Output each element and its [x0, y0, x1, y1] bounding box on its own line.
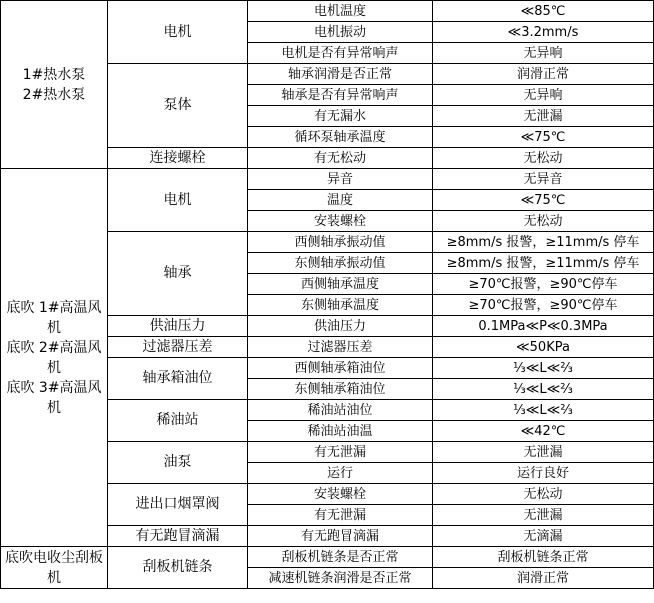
check-item: 电机是否有异常响声 [248, 43, 433, 64]
standard-value: ≪85℃ [433, 1, 654, 22]
standard-value: 无泄漏 [433, 442, 654, 463]
check-item: 刮板机链条是否正常 [248, 547, 433, 568]
table-row [1, 547, 654, 568]
check-item: 西侧轴承箱油位 [248, 358, 433, 379]
part-name: 电机 [108, 1, 248, 64]
check-item: 减速机链条润滑是否正常 [248, 568, 433, 589]
standard-value: ≪50KPa [433, 337, 654, 358]
table-row [1, 169, 654, 190]
check-item: 东侧轴承振动值 [248, 253, 433, 274]
standard-value: ≪42℃ [433, 421, 654, 442]
part-name: 刮板机链条 [108, 547, 248, 589]
standard-value: 润滑正常 [433, 568, 654, 589]
check-item: 东侧轴承温度 [248, 295, 433, 316]
check-item: 西侧轴承温度 [248, 274, 433, 295]
check-item: 有无漏水 [248, 106, 433, 127]
part-name: 轴承箱油位 [108, 358, 248, 400]
standard-value: 润滑正常 [433, 64, 654, 85]
check-item: 稀油站油温 [248, 421, 433, 442]
standard-value: ≪3.2mm/s [433, 22, 654, 43]
standard-value: 无松动 [433, 211, 654, 232]
check-item: 安装螺栓 [248, 211, 433, 232]
part-name: 过滤器压差 [108, 337, 248, 358]
check-item: 电机振动 [248, 22, 433, 43]
check-item: 循环泵轴承温度 [248, 127, 433, 148]
standard-value: ≥70℃报警，≥90℃停车 [433, 274, 654, 295]
check-item: 安装螺栓 [248, 484, 433, 505]
check-item: 有无跑冒滴漏 [248, 526, 433, 547]
standard-value: 运行良好 [433, 463, 654, 484]
equipment-name: 底吹 1#高温风机 [6, 299, 102, 336]
check-item: 轴承润滑是否正常 [248, 64, 433, 85]
standard-value: ≥8mm/s 报警，≥11mm/s 停车 [433, 232, 654, 253]
table-row [1, 1, 654, 22]
part-name: 泵体 [108, 64, 248, 148]
inspection-table-body [1, 1, 654, 589]
check-item: 有无松动 [248, 148, 433, 169]
standard-value: 无滴漏 [433, 526, 654, 547]
standard-value: 无泄漏 [433, 505, 654, 526]
equipment-cell [1, 1, 108, 169]
standard-value: ⅓≪L≪⅔ [433, 358, 654, 379]
part-name: 有无跑冒滴漏 [108, 526, 248, 547]
part-name: 稀油站 [108, 400, 248, 442]
check-item: 过滤器压差 [248, 337, 433, 358]
standard-value: ≥70℃报警，≥90℃停车 [433, 295, 654, 316]
equipment-cell [1, 547, 108, 589]
check-item: 有无泄漏 [248, 505, 433, 526]
standard-value: ≪75℃ [433, 127, 654, 148]
standard-value: 无松动 [433, 148, 654, 169]
standard-value: 无松动 [433, 484, 654, 505]
part-name: 连接螺栓 [108, 148, 248, 169]
equipment-name: 2#热水泵 [22, 86, 86, 103]
standard-value: 无泄漏 [433, 106, 654, 127]
equipment-name: 1#热水泵 [22, 66, 86, 83]
check-item: 运行 [248, 463, 433, 484]
equipment-name: 底吹电收尘刮板机 [5, 549, 103, 586]
equipment-name: 底吹 3#高温风机 [6, 379, 102, 416]
check-item: 轴承是否有异常响声 [248, 85, 433, 106]
check-item: 异音 [248, 169, 433, 190]
check-item: 稀油站油位 [248, 400, 433, 421]
part-name: 电机 [108, 169, 248, 232]
part-name: 轴承 [108, 232, 248, 316]
check-item: 东侧轴承箱油位 [248, 379, 433, 400]
standard-value: 无异音 [433, 169, 654, 190]
standard-value: ≥8mm/s 报警，≥11mm/s 停车 [433, 253, 654, 274]
standard-value: 刮板机链条正常 [433, 547, 654, 568]
standard-value: ⅓≪L≪⅔ [433, 379, 654, 400]
standard-value: 无异响 [433, 85, 654, 106]
part-name: 油泵 [108, 442, 248, 484]
standard-value: 无异响 [433, 43, 654, 64]
equipment-name: 底吹 2#高温风机 [6, 339, 102, 376]
standard-value: ≪75℃ [433, 190, 654, 211]
equipment-cell [1, 169, 108, 547]
standard-value: ⅓≪L≪⅔ [433, 400, 654, 421]
check-item: 供油压力 [248, 316, 433, 337]
check-item: 西侧轴承振动值 [248, 232, 433, 253]
check-item: 温度 [248, 190, 433, 211]
part-name: 进出口烟罩阀 [108, 484, 248, 526]
check-item: 有无泄漏 [248, 442, 433, 463]
part-name: 供油压力 [108, 316, 248, 337]
check-item: 电机温度 [248, 1, 433, 22]
standard-value: 0.1MPa≪P≪0.3MPa [433, 316, 654, 337]
